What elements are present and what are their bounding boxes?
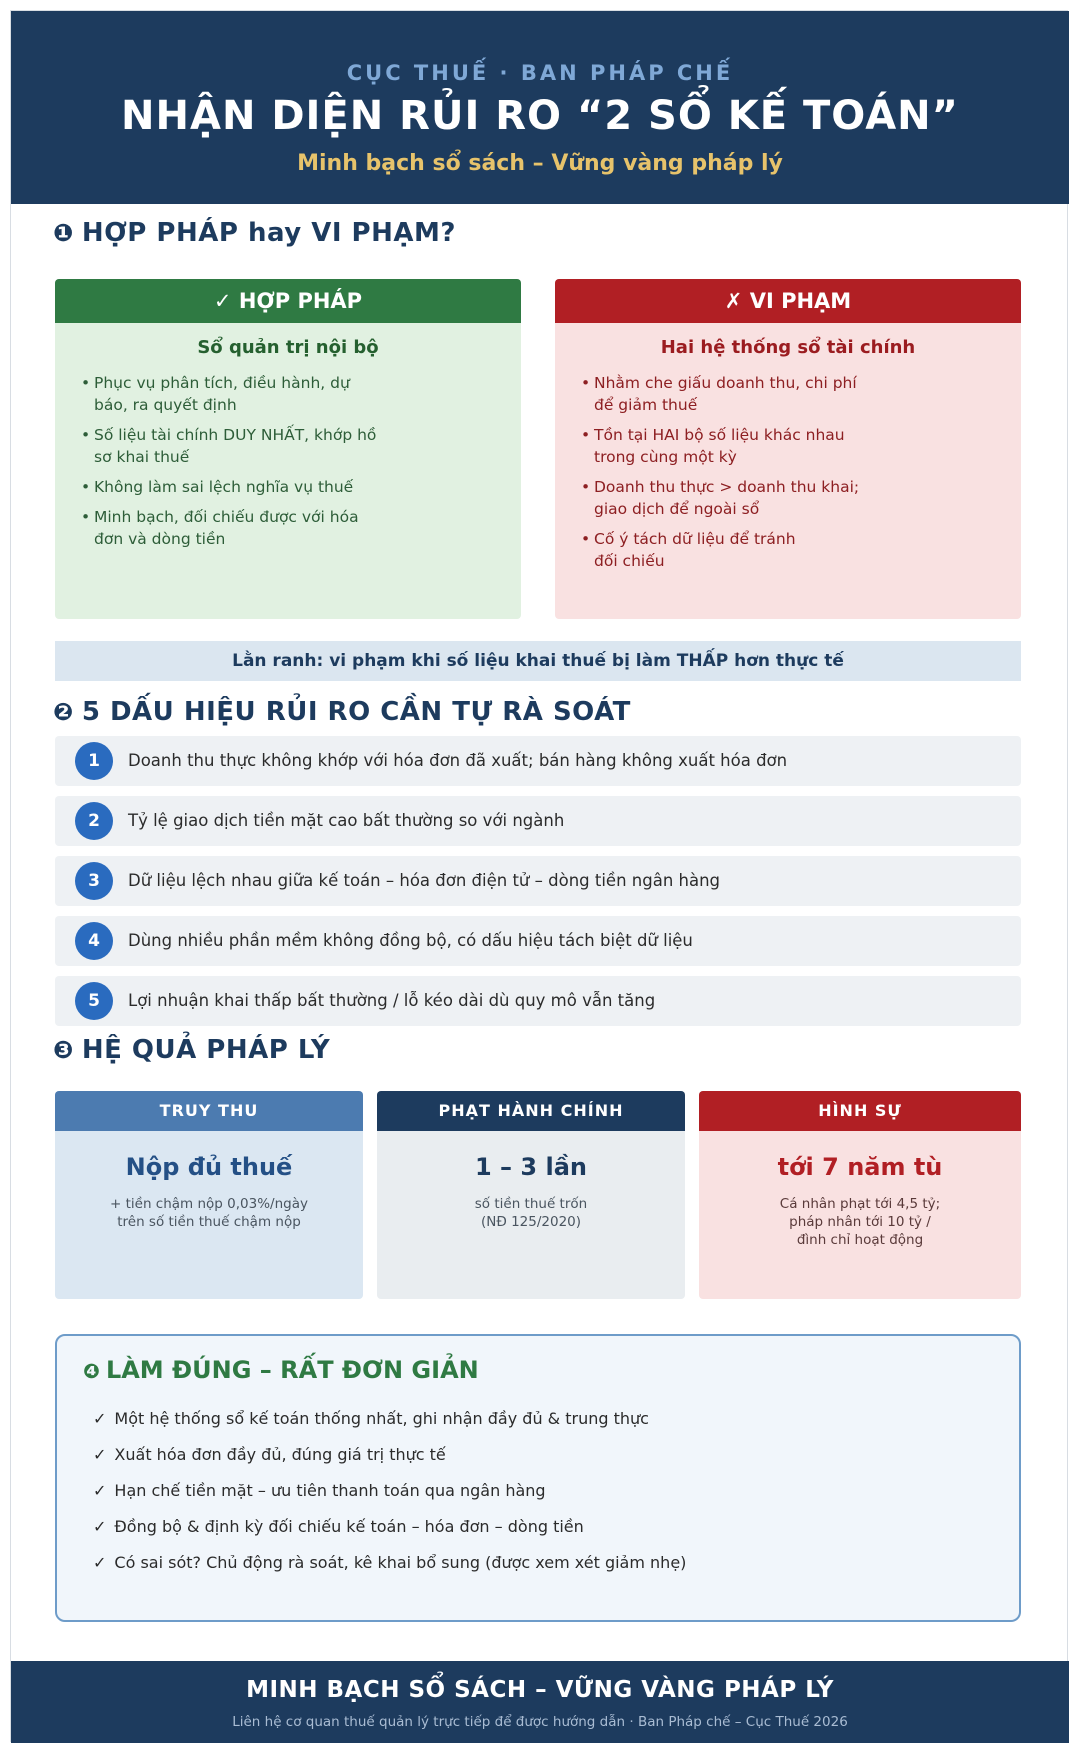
consequence-detail-line: số tiền thuế trốn [474,1196,588,1212]
section1-title-text: HỢP PHÁP hay VI PHẠM? [81,218,456,248]
risk-text: Lợi nhuận khai thấp bất thường / lỗ kéo dài dù quy mô vẫn tăng [128,991,656,1010]
consequence-detail [377,1195,685,1231]
consequence-card-criminal [699,1091,1021,1299]
section2-title [53,697,631,727]
legal-list-item: • Phục vụ phân tích, điều hành, dự báo, ra quyết định [81,372,381,416]
risk-number-badge: 1 [75,742,113,780]
legal-list-item: • Minh bạch, đối chiếu được với hóa đơn và dòng tiền [81,506,381,550]
footer-slogan: MINH BẠCH SỔ SÁCH – VỮNG VÀNG PHÁP LÝ [246,1677,834,1703]
consequence-card-back-tax [55,1091,363,1299]
check-icon: ✓ [93,1517,107,1536]
legal-list-item: • Số liệu tài chính DUY NHẤT, khớp hồ sơ khai thuế [81,424,381,468]
consequence-headline: Nộp đủ thuế [125,1153,293,1181]
risk-item [55,976,1021,1026]
best-practice-item [93,1509,686,1545]
consequence-detail-line: pháp nhân tới 10 tỷ / [789,1214,931,1230]
check-icon: ✓ [93,1481,107,1500]
section3-title [53,1035,330,1065]
consequence-headline: tới 7 năm tù [777,1153,943,1181]
section3-number: ❸ [53,1036,74,1064]
risk-number-badge: 4 [75,922,113,960]
check-icon: ✓ [93,1553,107,1572]
best-practice-item [93,1437,686,1473]
risk-number-badge: 5 [75,982,113,1020]
best-practice-item [93,1401,686,1437]
risk-text: Doanh thu thực không khớp với hóa đơn đã xuất; bán hàng không xuất hóa đơn [128,751,788,770]
section4-title-text: LÀM ĐÚNG – RẤT ĐƠN GIẢN [105,1356,479,1384]
best-practice-item [93,1545,686,1581]
risk-number-badge: 3 [75,862,113,900]
section2-number: ❷ [53,698,74,726]
violation-list-item: • Doanh thu thực > doanh thu khai; giao dịch để ngoài sổ [581,476,871,520]
best-practice-text: Đồng bộ & định kỳ đối chiếu kế toán – hóa đơn – dòng tiền [114,1517,584,1536]
best-practice-text: Hạn chế tiền mặt – ưu tiên thanh toán qua ngân hàng [114,1481,546,1500]
risk-item [55,736,1021,786]
consequence-detail [699,1195,1021,1249]
consequence-detail [55,1195,363,1231]
consequence-detail-line: đình chỉ hoạt động [796,1232,924,1248]
consequence-detail-line: trên số tiền thuế chậm nộp [117,1214,301,1230]
footer-note: Liên hệ cơ quan thuế quản lý trực tiếp để được hướng dẫn · Ban Pháp chế – Cục Thuế 2026 [232,1714,848,1730]
risk-number-badge: 2 [75,802,113,840]
risk-text: Tỷ lệ giao dịch tiền mặt cao bất thường so với ngành [128,811,565,830]
best-practice-item [93,1473,686,1509]
risk-text: Dữ liệu lệch nhau giữa kế toán – hóa đơn điện tử – dòng tiền ngân hàng [128,871,721,890]
legal-card-heading: ✓ HỢP PHÁP [55,279,521,323]
violation-list-item: • Nhằm che giấu doanh thu, chi phí để giảm thuế [581,372,871,416]
best-practice-text: Xuất hóa đơn đầy đủ, đúng giá trị thực tế [114,1445,446,1464]
consequence-heading: PHẠT HÀNH CHÍNH [377,1091,685,1131]
risk-item [55,916,1021,966]
best-practice-list [93,1401,686,1581]
footer-banner [11,1661,1069,1743]
legal-list-item: • Không làm sai lệch nghĩa vụ thuế [81,476,411,498]
consequence-heading: TRUY THU [55,1091,363,1131]
legal-list [55,372,521,550]
section1-title [53,218,456,248]
header-eyebrow: CỤC THUẾ · BAN PHÁP CHẾ [346,61,734,85]
risk-item [55,856,1021,906]
violation-list [555,372,1021,572]
consequence-detail-line: + tiền chậm nộp 0,03%/ngày [110,1196,308,1212]
violation-list-item: • Cố ý tách dữ liệu để tránh đối chiếu [581,528,821,572]
consequence-detail-line: (NĐ 125/2020) [480,1214,582,1230]
check-icon: ✓ [93,1409,107,1428]
infographic-page [10,10,1068,1742]
legal-card [55,279,521,619]
violation-card-heading: ✗ VI PHẠM [555,279,1021,323]
consequence-card-admin-penalty [377,1091,685,1299]
check-icon: ✓ [93,1445,107,1464]
legal-card-subtitle: Sổ quản trị nội bộ [197,337,379,358]
header-banner [11,11,1069,204]
section4-title [83,1356,479,1384]
best-practice-text: Một hệ thống sổ kế toán thống nhất, ghi nhận đầy đủ & trung thực [114,1409,649,1428]
violation-list-item: • Tồn tại HAI bộ số liệu khác nhau trong cùng một kỳ [581,424,871,468]
risk-text: Dùng nhiều phần mềm không đồng bộ, có dấu hiệu tách biệt dữ liệu [128,931,693,950]
violation-card-subtitle: Hai hệ thống sổ tài chính [660,337,916,358]
borderline-note: Lằn ranh: vi phạm khi số liệu khai thuế bị làm THẤP hơn thực tế [55,641,1021,681]
section1-number: ❶ [53,219,74,247]
consequence-detail-line: Cá nhân phạt tới 4,5 tỷ; [779,1196,941,1212]
consequence-heading: HÌNH SỰ [699,1091,1021,1131]
best-practice-text: Có sai sót? Chủ động rà soát, kê khai bổ sung (được xem xét giảm nhẹ) [114,1553,687,1572]
best-practice-box [55,1334,1021,1622]
section2-title-text: 5 DẤU HIỆU RỦI RO CẦN TỰ RÀ SOÁT [81,697,631,727]
consequence-headline: 1 – 3 lần [475,1153,587,1181]
section3-title-text: HỆ QUẢ PHÁP LÝ [81,1035,331,1065]
page-title: NHẬN DIỆN RỦI RO “2 SỔ KẾ TOÁN” [121,93,959,139]
section4-number: ❹ [83,1359,100,1383]
page-subtitle: Minh bạch sổ sách – Vững vàng pháp lý [297,151,783,176]
violation-card [555,279,1021,619]
risk-item [55,796,1021,846]
